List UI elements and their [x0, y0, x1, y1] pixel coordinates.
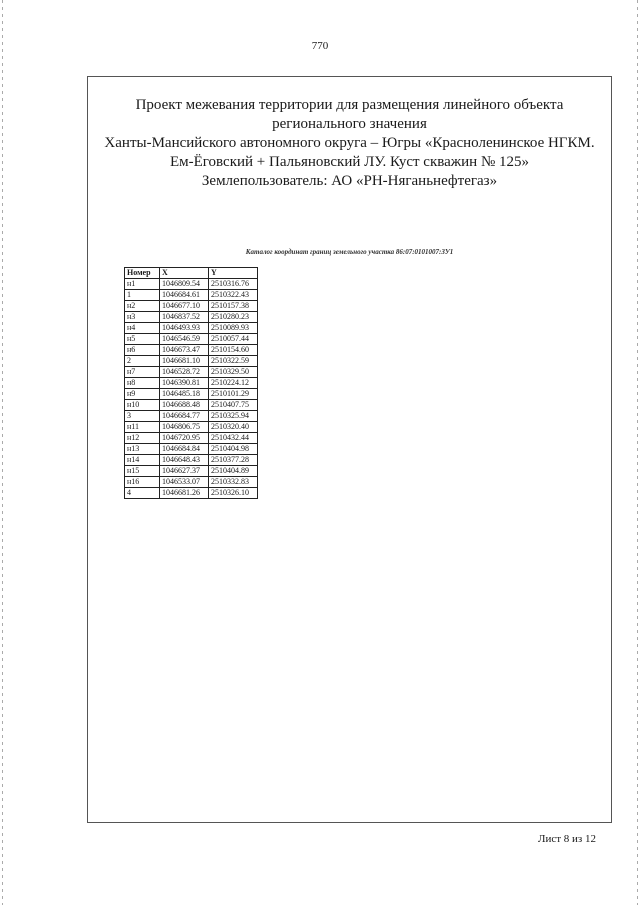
cell-y: 2510377.28: [209, 455, 258, 466]
cell-number: н7: [125, 367, 160, 378]
cell-y: 2510326.10: [209, 488, 258, 499]
table-row: [125, 433, 258, 444]
cell-number: н8: [125, 378, 160, 389]
cell-y: 2510404.89: [209, 466, 258, 477]
sheet-label: Лист 8 из 12: [538, 833, 597, 845]
cell-x: 1046681.26: [160, 488, 209, 499]
table-row: [125, 477, 258, 488]
cell-x: 1046533.07: [160, 477, 209, 488]
cell-y: 2510432.44: [209, 433, 258, 444]
table-row: [125, 356, 258, 367]
cell-x: 1046677.10: [160, 301, 209, 312]
table-row: [125, 345, 258, 356]
cell-x: 1046485.18: [160, 389, 209, 400]
cell-x: 1046684.77: [160, 411, 209, 422]
cell-number: 3: [125, 411, 160, 422]
table-row: [125, 411, 258, 422]
cell-number: н2: [125, 301, 160, 312]
cell-y: 2510089.93: [209, 323, 258, 334]
cell-number: н13: [125, 444, 160, 455]
table-row: [125, 400, 258, 411]
cell-y: 2510332.83: [209, 477, 258, 488]
cell-x: 1046493.93: [160, 323, 209, 334]
cell-number: н12: [125, 433, 160, 444]
cell-x: 1046806.75: [160, 422, 209, 433]
cell-y: 2510157.38: [209, 301, 258, 312]
cell-x: 1046673.47: [160, 345, 209, 356]
cell-y: 2510407.75: [209, 400, 258, 411]
cell-number: 4: [125, 488, 160, 499]
header-x: X: [160, 268, 209, 279]
table-row: [125, 444, 258, 455]
cell-x: 1046684.84: [160, 444, 209, 455]
table-row: [125, 323, 258, 334]
cell-x: 1046809.54: [160, 279, 209, 290]
cell-number: н15: [125, 466, 160, 477]
cell-number: н16: [125, 477, 160, 488]
cell-number: н3: [125, 312, 160, 323]
cell-y: 2510320.40: [209, 422, 258, 433]
header-number: Номер: [125, 268, 160, 279]
table-row: [125, 367, 258, 378]
cell-x: 1046684.61: [160, 290, 209, 301]
cell-number: н9: [125, 389, 160, 400]
table-row: [125, 334, 258, 345]
cell-y: 2510057.44: [209, 334, 258, 345]
cell-x: 1046720.95: [160, 433, 209, 444]
table-caption: Каталог координат границ земельного участка 86:07:0101007:ЗУ1: [245, 248, 454, 256]
page-number: 770: [311, 40, 329, 52]
document-title: [87, 96, 612, 191]
cell-number: н4: [125, 323, 160, 334]
cell-y: 2510224.12: [209, 378, 258, 389]
title-line-4: Ем-Ёговский + Пальяновский ЛУ. Куст скважин № 125»: [169, 154, 530, 170]
title-line-5: Землепользователь: АО «РН-Няганьнефтегаз»: [201, 173, 498, 189]
title-line-1: Проект межевания территории для размещения линейного объекта: [135, 97, 564, 113]
scan-edge-left: [2, 0, 3, 905]
table-row: [125, 389, 258, 400]
cell-x: 1046648.43: [160, 455, 209, 466]
title-line-2: регионального значения: [272, 116, 427, 132]
cell-number: 1: [125, 290, 160, 301]
cell-number: н5: [125, 334, 160, 345]
header-y: Y: [209, 268, 258, 279]
cell-y: 2510316.76: [209, 279, 258, 290]
cell-number: н14: [125, 455, 160, 466]
cell-number: н1: [125, 279, 160, 290]
table-header-row: [125, 268, 258, 279]
table-row: [125, 301, 258, 312]
cell-number: н6: [125, 345, 160, 356]
cell-x: 1046681.10: [160, 356, 209, 367]
table-row: [125, 312, 258, 323]
cell-y: 2510322.59: [209, 356, 258, 367]
cell-y: 2510101.29: [209, 389, 258, 400]
cell-x: 1046390.81: [160, 378, 209, 389]
table-row: [125, 455, 258, 466]
table-row: [125, 378, 258, 389]
cell-x: 1046688.48: [160, 400, 209, 411]
cell-y: 2510325.94: [209, 411, 258, 422]
table-row: [125, 488, 258, 499]
table-row: [125, 466, 258, 477]
cell-x: 1046837.52: [160, 312, 209, 323]
cell-y: 2510404.98: [209, 444, 258, 455]
cell-number: н11: [125, 422, 160, 433]
cell-number: 2: [125, 356, 160, 367]
coordinates-table: [124, 267, 258, 499]
table-row: [125, 279, 258, 290]
table-row: [125, 422, 258, 433]
table-row: [125, 290, 258, 301]
cell-y: 2510280.23: [209, 312, 258, 323]
cell-x: 1046627.37: [160, 466, 209, 477]
cell-y: 2510154.60: [209, 345, 258, 356]
title-line-3: Ханты-Мансийского автономного округа – Югры «Красноленинское НГКМ.: [104, 135, 595, 151]
cell-y: 2510329.50: [209, 367, 258, 378]
cell-x: 1046528.72: [160, 367, 209, 378]
cell-x: 1046546.59: [160, 334, 209, 345]
scan-edge-right: [637, 0, 638, 905]
cell-y: 2510322.43: [209, 290, 258, 301]
cell-number: н10: [125, 400, 160, 411]
